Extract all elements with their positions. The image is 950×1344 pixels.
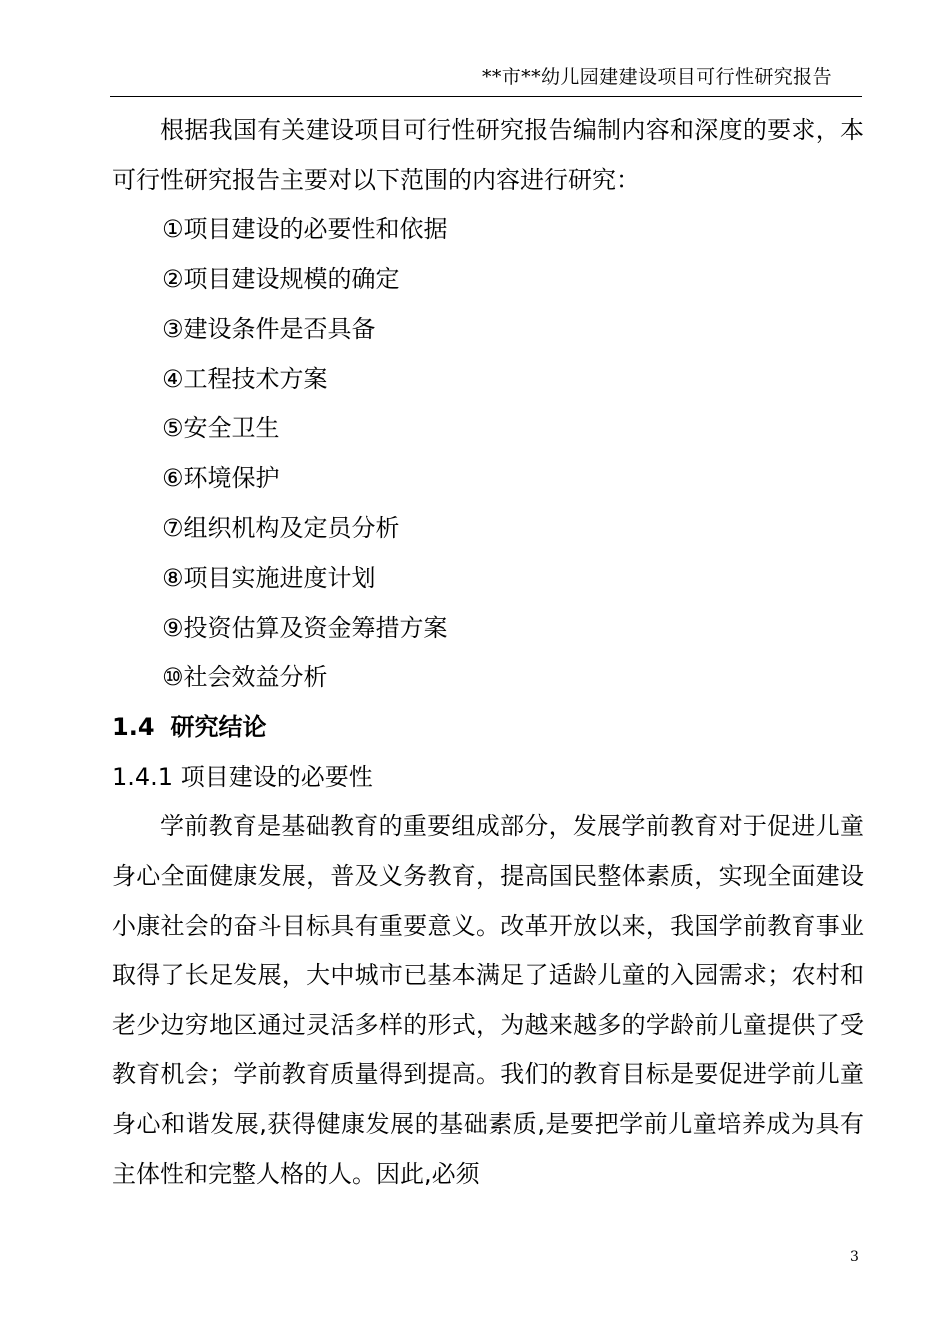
body-paragraph: 学前教育是基础教育的重要组成部分，发展学前教育对于促进儿童身心全面健康发展，普及义务教育，提高国民整体素质，实现全面建设小康社会的奋斗目标具有重要意义。改革开放以来，我国学前教育事业取得了长足发展，大中城市已基本满足了适龄儿童的入园需求；农村和老少边穷地区通过灵活多样的形式，为越来越多的学龄前儿童提供了受教育机会；学前教育质量得到提高。我们的教育目标是要促进学前儿童身心和谐发展,获得健康发展的基础素质,是要把学前儿童培养成为具有主体性和完整人格的人。因此,必须 (112, 812, 864, 1188)
page-number: 3 (850, 1249, 859, 1265)
page-header (110, 58, 862, 97)
scope-item: ②项目建设规模的确定 (162, 264, 400, 293)
scope-item: ⑤安全卫生 (162, 414, 280, 443)
scope-item: ③建设条件是否具备 (162, 314, 376, 343)
section-title: 研究结论 (170, 713, 267, 742)
intro-paragraph: 根据我国有关建设项目可行性研究报告编制内容和深度的要求，本可行性研究报告主要对以下范围的内容进行研究： (112, 116, 864, 194)
scope-item: ⑥环境保护 (162, 464, 280, 493)
scope-list (112, 205, 864, 703)
page-content (112, 106, 864, 1199)
scope-item: ⑧项目实施进度计划 (162, 563, 376, 592)
scope-item: ④工程技术方案 (162, 364, 328, 393)
section-heading (112, 703, 864, 753)
section-number: 1.4 (112, 713, 155, 742)
scope-item: ⑩社会效益分析 (162, 663, 328, 692)
header-title: **市**幼儿园建建设项目可行性研究报告 (481, 66, 832, 88)
subsection-heading: 1.4.1 项目建设的必要性 (112, 762, 373, 791)
scope-item: ①项目建设的必要性和依据 (162, 215, 448, 244)
scope-item: ⑨投资估算及资金筹措方案 (162, 613, 448, 642)
scope-item: ⑦组织机构及定员分析 (162, 513, 400, 542)
